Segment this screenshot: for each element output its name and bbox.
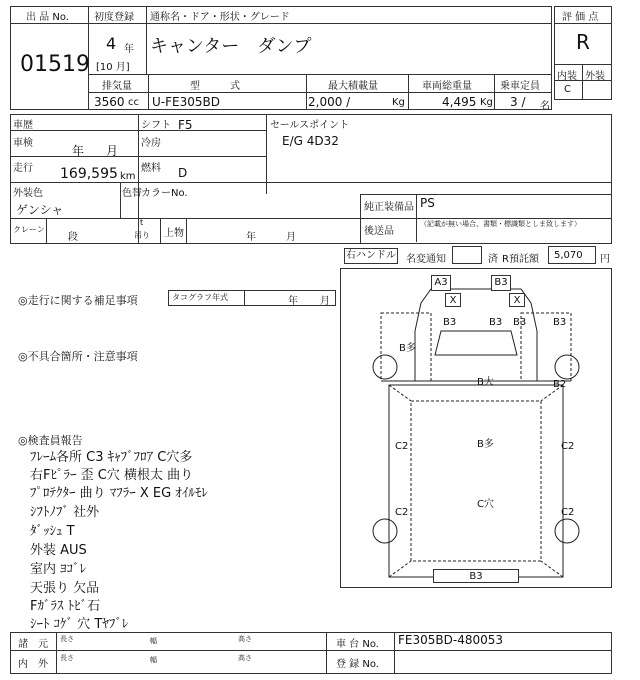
exterior-label: 外装 bbox=[585, 71, 605, 82]
name-change-label: 名変通知 bbox=[406, 254, 446, 265]
reg-label: 初度登録 bbox=[94, 12, 134, 23]
damage-mark: C2 bbox=[561, 507, 575, 518]
reg-year-unit: 年 bbox=[124, 44, 134, 55]
chassis-label: 車 台 No. bbox=[336, 639, 379, 650]
reg-year: 4 bbox=[106, 34, 117, 53]
auction-sheet bbox=[10, 6, 612, 674]
damage-mark: C2 bbox=[395, 507, 409, 518]
lift-year: 年 bbox=[246, 232, 256, 243]
damage-mark: B3 bbox=[433, 569, 519, 583]
fuel-label: 燃料 bbox=[141, 163, 161, 174]
model-label: 型 式 bbox=[190, 81, 240, 92]
capacity-label: 最大積載量 bbox=[328, 81, 378, 92]
color-no-label: カラーNo. bbox=[141, 188, 188, 199]
grade-label: 評 価 点 bbox=[562, 12, 599, 23]
sales-point: E/G 4D32 bbox=[282, 134, 339, 148]
inspection-label: 車検 bbox=[13, 138, 33, 149]
truck-outline bbox=[341, 269, 611, 587]
seats: 3 / bbox=[510, 95, 526, 109]
tacho-month: 月 bbox=[320, 296, 330, 307]
inspector-line: 天張り 欠品 bbox=[30, 581, 100, 596]
damage-mark: B多 bbox=[477, 439, 494, 450]
damage-mark: X bbox=[509, 293, 525, 307]
inspector-line: ｼｰﾄ ｺｹﾞ 穴 Tﾔﾌﾞﾚ bbox=[30, 617, 129, 632]
equipment-label: 純正装備品 bbox=[364, 202, 414, 213]
shift-label: シフト bbox=[141, 120, 171, 131]
interior-grade: C bbox=[564, 84, 571, 95]
tacho-year: 年 bbox=[288, 296, 298, 307]
footer-inout-label: 内 外 bbox=[18, 659, 48, 670]
inspector-line: Fｶﾞﾗｽ ﾄﾋﾞ石 bbox=[30, 599, 101, 614]
gross-unit: Kg bbox=[480, 97, 493, 108]
crane-label: クレーン bbox=[13, 225, 45, 234]
damage-mark: B大 bbox=[477, 377, 494, 388]
color-label: 外装色 bbox=[13, 188, 43, 199]
damage-mark: C穴 bbox=[477, 499, 494, 510]
shift-value: F5 bbox=[178, 118, 193, 132]
name-change-box bbox=[452, 246, 482, 264]
tacho-label: タコグラフ年式 bbox=[172, 293, 228, 302]
sales-label: セールスポイント bbox=[270, 120, 350, 131]
interior-label: 内装 bbox=[557, 71, 577, 82]
inspector-line: ｼﾌﾄﾉﾌﾞ 社外 bbox=[30, 505, 100, 520]
damage-mark: B3 bbox=[443, 317, 457, 328]
km-unit: km bbox=[120, 171, 136, 182]
damage-mark: B3 bbox=[553, 317, 567, 328]
lift-month: 月 bbox=[286, 232, 296, 243]
after-label: 後送品 bbox=[364, 226, 394, 237]
mileage-label: 走行 bbox=[13, 163, 33, 174]
deposit-label: R預託額 bbox=[502, 254, 539, 265]
yen-unit: 円 bbox=[600, 254, 610, 265]
cert-prefix: 済 bbox=[488, 254, 498, 265]
lift-label: 上物 bbox=[164, 228, 184, 239]
length-label: 長さ bbox=[60, 654, 74, 662]
width-label: 幅 bbox=[150, 637, 157, 645]
damage-mark: B2 bbox=[553, 379, 567, 390]
displacement: 3560 bbox=[94, 95, 125, 109]
width-label: 幅 bbox=[150, 656, 157, 664]
damage-mark: B3 bbox=[491, 275, 511, 291]
capacity: 2,000 / bbox=[308, 95, 351, 109]
height-label: 高さ bbox=[238, 635, 252, 643]
damage-mark: B3 bbox=[489, 317, 503, 328]
inspection-year: 年 bbox=[72, 144, 85, 158]
lot-label: 出 品 No. bbox=[26, 12, 69, 23]
model-code: U-FE305BD bbox=[152, 95, 220, 109]
deposit-value: 5,070 bbox=[554, 250, 583, 261]
footer-box bbox=[10, 632, 612, 674]
seats-label: 乗車定員 bbox=[500, 81, 540, 92]
damage-mark: C2 bbox=[395, 441, 409, 452]
rhd-box: 右ハンドル bbox=[344, 248, 398, 264]
inspector-line: ﾌﾟﾛﾃｸﾀｰ 曲り ﾏﾌﾗｰ X EG ｵｲﾙﾓﾚ bbox=[30, 486, 208, 501]
truck-diagram bbox=[340, 268, 612, 588]
damage-mark: A3 bbox=[431, 275, 451, 291]
after-note: （記載が無い場合、書類・標識類としま致します） bbox=[420, 220, 581, 228]
capacity-unit: Kg bbox=[392, 97, 405, 108]
gross-weight: 4,495 bbox=[442, 95, 477, 109]
damage-mark: B3 bbox=[513, 317, 527, 328]
ac-label: 冷房 bbox=[141, 138, 161, 149]
inspector-line: 右Fﾋﾟﾗｰ 歪 C穴 横根太 曲り bbox=[30, 468, 194, 483]
inspector-line: ﾀﾞｯｼｭ T bbox=[30, 524, 75, 539]
crane-stage: 段 bbox=[68, 232, 78, 243]
color-change-label: 色替 bbox=[122, 188, 142, 199]
history-label: 車歴 bbox=[13, 120, 33, 131]
damage-mark: B多 bbox=[399, 343, 416, 354]
crane-t: t bbox=[140, 218, 144, 227]
seats-unit: 名 bbox=[540, 101, 550, 112]
cc-unit: cc bbox=[128, 97, 139, 108]
inspector-line: 外装 AUS bbox=[30, 543, 87, 558]
run-notes-title: ◎走行に関する補足事項 bbox=[18, 294, 138, 307]
crane-hang: 吊り bbox=[134, 231, 150, 240]
displacement-label: 排気量 bbox=[102, 81, 132, 92]
footer-spec-label: 諸 元 bbox=[18, 639, 48, 650]
inspection-month: 月 bbox=[106, 144, 119, 158]
inspector-line: 室内 ﾖｺﾞﾚ bbox=[30, 562, 87, 577]
car-name: キャンター ダンプ bbox=[150, 36, 312, 57]
damage-mark: C2 bbox=[561, 441, 575, 452]
reg-no-label: 登 録 No. bbox=[336, 659, 379, 670]
inspector-line: ﾌﾚｰﾑ各所 C3 ｷｬﾌﾞﾌﾛｱ C穴多 bbox=[30, 450, 193, 465]
equipment-value: PS bbox=[420, 196, 435, 210]
damage-mark: X bbox=[445, 293, 461, 307]
inspector-title: ◎検査員報告 bbox=[18, 434, 83, 447]
name-label: 通称名・ドア・形状・グレード bbox=[150, 12, 290, 23]
defect-title: ◎不具合箇所・注意事項 bbox=[18, 350, 138, 363]
gross-label: 車両総重量 bbox=[422, 81, 472, 92]
grade-value: R bbox=[576, 30, 590, 54]
fuel-value: D bbox=[178, 166, 188, 180]
reg-month: [10 月] bbox=[96, 62, 130, 73]
chassis-number: FE305BD-480053 bbox=[398, 633, 503, 647]
lot-number: 01519 bbox=[20, 52, 90, 77]
color-value: ゲンシャ bbox=[16, 203, 64, 217]
length-label: 長さ bbox=[60, 635, 74, 643]
height-label: 高さ bbox=[238, 654, 252, 662]
mileage-value: 169,595 bbox=[60, 166, 118, 182]
